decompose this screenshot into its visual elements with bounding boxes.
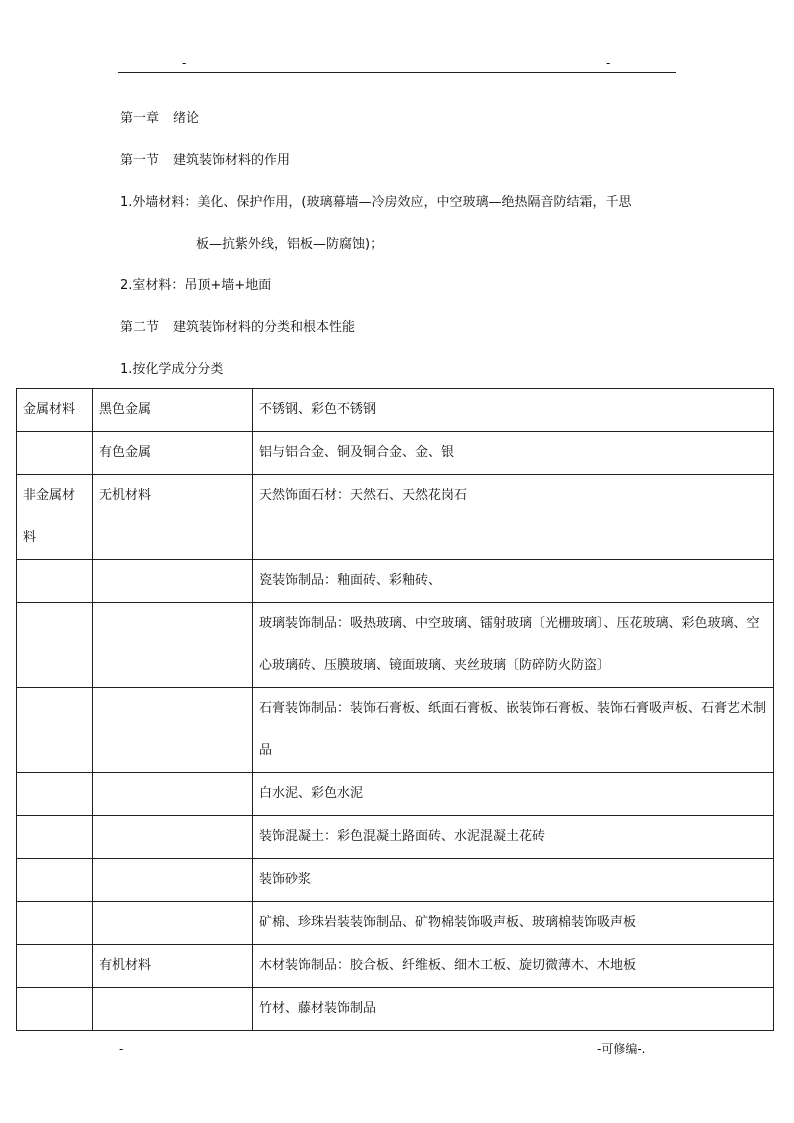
header-rule — [118, 72, 676, 73]
table-cell-subcategory — [93, 688, 253, 773]
chapter-number: 第一章 — [120, 111, 160, 126]
table-row — [17, 475, 774, 560]
section-heading-2 — [120, 319, 355, 337]
table-cell-subcategory — [93, 859, 253, 902]
table-cell-category — [17, 432, 93, 475]
paragraph-interior-materials: 2.室材料：吊顶+墙+地面 — [120, 278, 272, 293]
table-row — [17, 988, 774, 1031]
table-cell-items: 装饰混凝土：彩色混凝土路面砖、水泥混凝土花砖 — [253, 816, 774, 859]
table-cell-category — [17, 859, 93, 902]
table-cell-category — [17, 773, 93, 816]
table-row — [17, 816, 774, 859]
table-cell-items: 装饰砂浆 — [253, 859, 774, 902]
paragraph-exterior-materials: 1.外墙材料：美化、保护作用，(玻璃幕墙—冷房效应，中空玻璃—绝热隔音防结霜，千思 — [120, 195, 632, 210]
paragraph-exterior-materials-cont: 板—抗紫外线，铝板—防腐蚀)； — [196, 237, 384, 252]
table-cell-subcategory — [93, 902, 253, 945]
table-cell-items: 白水泥、彩色水泥 — [253, 773, 774, 816]
table-row — [17, 688, 774, 773]
section-title: 建筑装饰材料的作用 — [173, 153, 291, 168]
table-cell-category — [17, 816, 93, 859]
table-cell-subcategory — [93, 988, 253, 1031]
table-cell-category — [17, 988, 93, 1031]
section-number: 第二节 — [120, 320, 160, 335]
chapter-title: 绪论 — [173, 111, 200, 126]
table-cell-items: 竹材、藤材装饰制品 — [253, 988, 774, 1031]
table-cell-category — [17, 902, 93, 945]
table-cell-items: 矿棉、珍珠岩装装饰制品、矿物棉装饰吸声板、玻璃棉装饰吸声板 — [253, 902, 774, 945]
table-cell-subcategory: 黑色金属 — [93, 389, 253, 432]
table-cell-subcategory — [93, 603, 253, 688]
table-row — [17, 432, 774, 475]
table-cell-subcategory — [93, 773, 253, 816]
table-cell-subcategory: 有色金属 — [93, 432, 253, 475]
table-cell-items: 天然饰面石材：天然石、天然花岗石 — [253, 475, 774, 560]
table-row — [17, 389, 774, 432]
footer-left-mark: - — [119, 1042, 124, 1056]
table-cell-items: 不锈钢、彩色不锈钢 — [253, 389, 774, 432]
paragraph-classification: 1.按化学成分分类 — [120, 362, 224, 377]
table-cell-items: 铝与铝合金、铜及铜合金、金、银 — [253, 432, 774, 475]
table-cell-subcategory: 有机材料 — [93, 945, 253, 988]
table-cell-category: 非金属材料 — [17, 475, 93, 560]
table-cell-category — [17, 603, 93, 688]
table-row — [17, 945, 774, 988]
table-row — [17, 560, 774, 603]
table-cell-category — [17, 560, 93, 603]
table-cell-category: 金属材料 — [17, 389, 93, 432]
table-row — [17, 773, 774, 816]
table-cell-subcategory — [93, 816, 253, 859]
table-cell-items: 石膏装饰制品：装饰石膏板、纸面石膏板、嵌装饰石膏板、装饰石膏吸声板、石膏艺术制品 — [253, 688, 774, 773]
materials-table — [16, 388, 774, 1031]
header-right-mark: - — [606, 56, 611, 70]
section-heading — [120, 152, 290, 170]
section-number: 第一节 — [120, 153, 160, 168]
table-cell-items: 瓷装饰制品：釉面砖、彩釉砖、 — [253, 560, 774, 603]
footer-editable-note: -可修编-. — [597, 1042, 646, 1056]
table-row — [17, 603, 774, 688]
table-cell-category — [17, 945, 93, 988]
table-cell-items: 木材装饰制品：胶合板、纤维板、细木工板、旋切微薄木、木地板 — [253, 945, 774, 988]
table-cell-subcategory: 无机材料 — [93, 475, 253, 560]
table-cell-items: 玻璃装饰制品：吸热玻璃、中空玻璃、镭射玻璃〔光栅玻璃〕、压花玻璃、彩色玻璃、空心玻璃砖、压膜玻璃、镜面玻璃、夹丝玻璃〔防碎防火防盗〕 — [253, 603, 774, 688]
section-title: 建筑装饰材料的分类和根本性能 — [173, 320, 356, 335]
table-cell-subcategory — [93, 560, 253, 603]
chapter-heading — [120, 110, 199, 128]
table-row — [17, 859, 774, 902]
table-cell-category — [17, 688, 93, 773]
table-row — [17, 902, 774, 945]
header-left-mark: - — [182, 56, 187, 70]
